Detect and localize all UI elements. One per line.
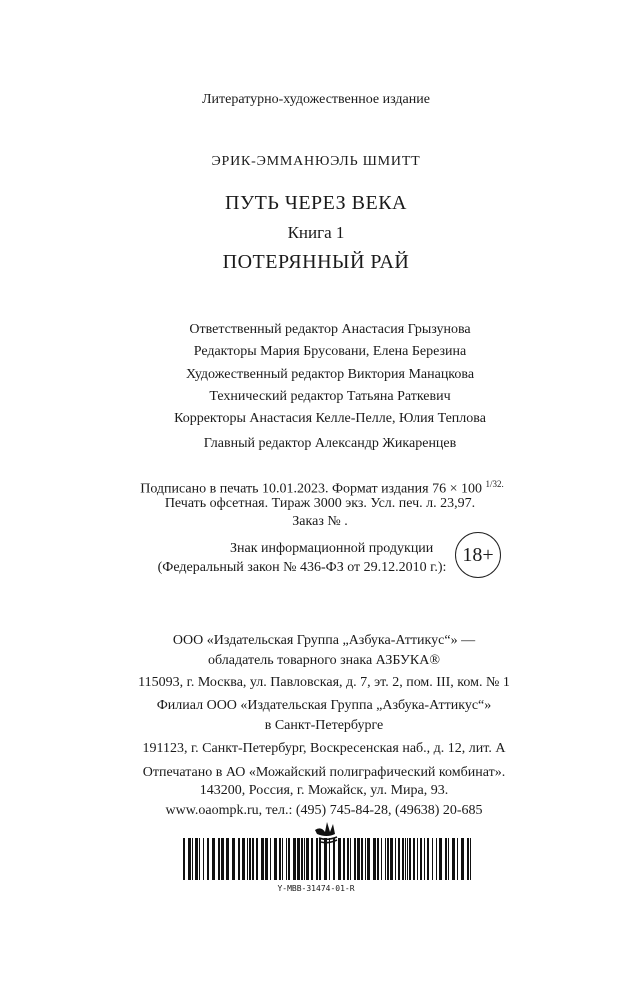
barcode-bar xyxy=(297,838,300,880)
barcode-bar xyxy=(350,838,351,880)
publisher-line: обладатель товарного знака АЗБУКА® xyxy=(208,653,440,668)
barcode-bar xyxy=(304,838,305,880)
barcode-bar xyxy=(207,838,209,880)
age-sign-law: (Федеральный закон № 436-ФЗ от 29.12.2010 г.): xyxy=(157,560,447,575)
barcode-bar xyxy=(192,838,193,880)
barcode-bar xyxy=(293,838,296,880)
genre-line: Литературно-художественное издание xyxy=(202,92,430,107)
barcode-bar xyxy=(338,838,341,880)
barcode-bar xyxy=(274,838,277,880)
barcode-bar xyxy=(333,838,335,880)
publisher-line: www.oaompk.ru, тел.: (495) 745-84-28, (49638) 20-685 xyxy=(165,803,483,818)
barcode-bar xyxy=(282,838,283,880)
barcode-bar xyxy=(324,838,327,880)
barcode-bar xyxy=(247,838,248,880)
book-title: ПОТЕРЯННЫЙ РАЙ xyxy=(222,251,410,273)
series-title: ПУТЬ ЧЕРЕЗ ВЕКА xyxy=(225,192,407,214)
barcode-label: Y-MBB-31474-01-R xyxy=(277,884,355,893)
barcode-bar xyxy=(279,838,281,880)
barcode-bar xyxy=(357,838,360,880)
barcode-bar xyxy=(452,838,455,880)
barcode-bar xyxy=(407,838,408,880)
barcode-bar xyxy=(427,838,429,880)
barcode-bar xyxy=(395,838,396,880)
barcode-bar xyxy=(199,838,200,880)
barcode-bar xyxy=(354,838,356,880)
barcode xyxy=(183,838,473,880)
barcode-bar xyxy=(385,838,386,880)
barcode-bar xyxy=(301,838,303,880)
barcode-bar xyxy=(261,838,264,880)
credit-line: Художественный редактор Виктория Манацкова xyxy=(185,367,475,382)
barcode-bar xyxy=(249,838,251,880)
publisher-line: 143200, Россия, г. Можайск, ул. Мира, 93. xyxy=(199,783,449,798)
credit-line: Технический редактор Татьяна Раткевич xyxy=(209,389,451,404)
barcode-bar xyxy=(448,838,449,880)
publisher-line: 115093, г. Москва, ул. Павловская, д. 7, эт. 2, пом. III, ком. № 1 xyxy=(138,675,510,690)
barcode-bar xyxy=(218,838,220,880)
publisher-line: в Санкт-Петербурге xyxy=(264,718,384,733)
credit-line: Корректоры Анастасия Келле-Пелле, Юлия Теплова xyxy=(174,411,486,426)
barcode-bar xyxy=(256,838,258,880)
barcode-bar xyxy=(252,838,254,880)
barcode-bar xyxy=(445,838,447,880)
order-number: Заказ № . xyxy=(292,514,348,529)
barcode-bar xyxy=(398,838,400,880)
book-number: Книга 1 xyxy=(287,223,345,242)
barcode-bar xyxy=(195,838,198,880)
barcode-bar xyxy=(212,838,215,880)
barcode-bar xyxy=(467,838,469,880)
barcode-bar xyxy=(461,838,464,880)
barcode-bar xyxy=(417,838,418,880)
barcode-bar xyxy=(286,838,287,880)
barcode-bar xyxy=(306,838,309,880)
barcode-bar xyxy=(226,838,229,880)
barcode-bar xyxy=(270,838,271,880)
publisher-line: 191123, г. Санкт-Петербург, Воскресенская наб., д. 12, лит. А xyxy=(142,741,506,756)
credit-line: Ответственный редактор Анастасия Грызунова xyxy=(189,322,471,337)
barcode-bar xyxy=(319,838,321,880)
author-name: ЭРИК-ЭММАНЮЭЛЬ ШМИТТ xyxy=(211,154,421,169)
barcode-bar xyxy=(329,838,330,880)
barcode-bar xyxy=(409,838,411,880)
barcode-bar xyxy=(361,838,363,880)
barcode-bar xyxy=(316,838,318,880)
barcode-bar xyxy=(381,838,382,880)
barcode-bar xyxy=(413,838,415,880)
barcode-bar xyxy=(457,838,458,880)
print-info-line2: Печать офсетная. Тираж 3000 экз. Усл. печ. л. 23,97. xyxy=(164,496,476,511)
barcode-bar xyxy=(183,838,185,880)
barcode-bar xyxy=(390,838,393,880)
barcode-bar xyxy=(311,838,313,880)
barcode-bar xyxy=(343,838,345,880)
barcode-bar xyxy=(402,838,404,880)
format-fraction: 1/32. xyxy=(485,479,504,489)
barcode-bar xyxy=(420,838,422,880)
publisher-line: Филиал ООО «Издательская Группа „Азбука-Аттикус“» xyxy=(156,698,492,713)
barcode-bar xyxy=(365,838,366,880)
barcode-bar xyxy=(424,838,425,880)
barcode-bar xyxy=(221,838,224,880)
barcode-bar xyxy=(439,838,442,880)
barcode-bar xyxy=(470,838,471,880)
barcode-bar xyxy=(436,838,437,880)
barcode-bar xyxy=(405,838,406,880)
publisher-line: ООО «Издательская Группа „Азбука-Аттикус“» — xyxy=(172,633,476,648)
barcode-bar xyxy=(232,838,235,880)
publisher-line: Отпечатано в АО «Можайский полиграфический комбинат». xyxy=(142,765,506,780)
barcode-bar xyxy=(238,838,240,880)
barcode-bar xyxy=(188,838,191,880)
barcode-bar xyxy=(242,838,245,880)
age-sign-label: Знак информационной продукции xyxy=(230,541,434,556)
barcode-bar xyxy=(432,838,433,880)
print-info-text: Подписано в печать 10.01.2023. Формат издания 76 × 100 xyxy=(140,481,482,497)
chief-editor: Главный редактор Александр Жикаренцев xyxy=(203,436,457,451)
credit-line: Редакторы Мария Брусовани, Елена Березина xyxy=(193,344,467,359)
barcode-bar xyxy=(387,838,389,880)
barcode-bar xyxy=(377,838,379,880)
barcode-bar xyxy=(203,838,204,880)
barcode-bar xyxy=(367,838,370,880)
barcode-bar xyxy=(373,838,376,880)
barcode-bar xyxy=(265,838,268,880)
age-rating-badge: 18+ xyxy=(455,532,501,578)
barcode-bar xyxy=(288,838,290,880)
barcode-bar xyxy=(347,838,349,880)
